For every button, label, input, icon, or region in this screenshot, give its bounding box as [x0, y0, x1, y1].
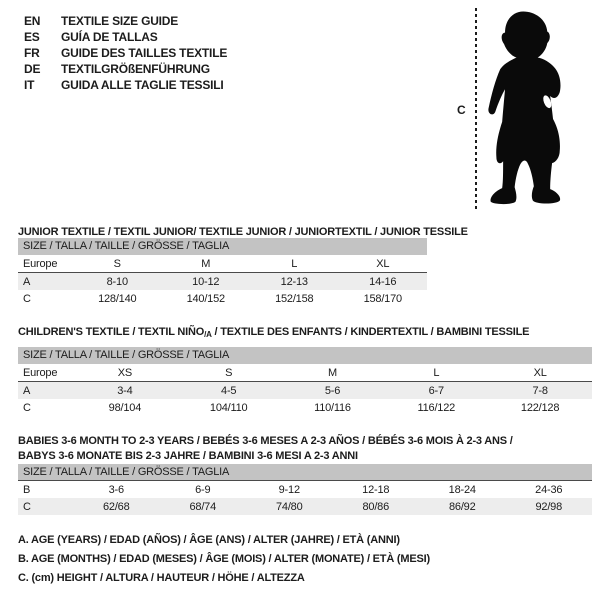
- legend-line-b: B. AGE (MONTHS) / EDAD (MESES) / ÂGE (MOIS) / ALTER (MONATE) / ETÀ (MESI): [18, 553, 430, 565]
- lang-title: GUIDA ALLE TAGLIE TESSILI: [61, 78, 224, 92]
- language-title-list: [24, 13, 227, 93]
- babies-table-title: [18, 434, 513, 464]
- table-row: [18, 290, 427, 307]
- size-cell: XL: [488, 364, 592, 382]
- value-cell: 110/116: [314, 401, 351, 414]
- value-cell: 10-12: [192, 275, 220, 288]
- lang-code: DE: [24, 62, 41, 76]
- value-cell: 104/110: [209, 401, 248, 414]
- value-cell: 14-16: [369, 275, 397, 288]
- value-cell: 12-13: [280, 275, 308, 288]
- lang-row-fr: [24, 45, 227, 61]
- value-cell: 86/92: [448, 500, 476, 513]
- row-label: A: [23, 384, 31, 397]
- value-cell: 6-9: [195, 483, 211, 496]
- value-cell: 74/80: [275, 500, 303, 513]
- legend-line-a: A. AGE (YEARS) / EDAD (AÑOS) / ÂGE (ANS) / ALTER (JAHRE) / ETÀ (ANNI): [18, 534, 400, 546]
- value-cell: 7-8: [532, 384, 548, 397]
- lang-row-it: [24, 77, 227, 93]
- children-size-table: [18, 347, 592, 416]
- size-cell: XS: [73, 364, 177, 382]
- size-cell: M: [281, 364, 385, 382]
- baby-height-figure: [440, 0, 600, 220]
- value-cell: 3-6: [108, 483, 124, 496]
- value-cell: 4-5: [221, 384, 237, 397]
- row-label: C: [23, 292, 31, 305]
- size-header-bar: SIZE / TALLA / TAILLE / GRÖSSE / TAGLIA: [18, 464, 592, 481]
- lang-title: GUIDE DES TAILLES TEXTILE: [61, 46, 228, 60]
- lang-row-de: [24, 61, 227, 77]
- children-table-title: [18, 325, 529, 342]
- junior-table-title-text: JUNIOR TEXTILE / TEXTIL JUNIOR/ TEXTILE JUNIOR / JUNIORTEXTIL / JUNIOR TESSILE: [18, 226, 468, 239]
- lang-title: GUÍA DE TALLAS: [61, 30, 158, 44]
- size-cell: M: [162, 255, 251, 273]
- size-header-bar: SIZE / TALLA / TAILLE / GRÖSSE / TAGLIA: [18, 347, 592, 364]
- size-cell: L: [250, 255, 339, 273]
- value-cell: 68/74: [189, 500, 217, 513]
- row-label: C: [23, 401, 31, 414]
- row-label: C: [23, 500, 31, 513]
- value-cell: 12-18: [362, 483, 390, 496]
- babies-size-table: [18, 464, 592, 515]
- lang-code: ES: [24, 30, 40, 44]
- value-cell: 62/68: [102, 500, 130, 513]
- lang-title: TEXTILGRÖßENFÜHRUNG: [61, 62, 210, 76]
- children-title-sub: /A: [204, 330, 212, 340]
- lang-code: EN: [24, 14, 41, 28]
- table-row: [18, 273, 427, 291]
- height-c-label: C: [457, 103, 466, 117]
- value-cell: 6-7: [428, 384, 444, 397]
- junior-size-table: [18, 238, 427, 307]
- height-measure-dashed-line: [475, 8, 477, 210]
- size-cell: XL: [339, 255, 428, 273]
- table-row: [18, 255, 427, 273]
- value-cell: 152/158: [275, 292, 314, 305]
- table-row: [18, 382, 592, 400]
- size-cell: S: [177, 364, 281, 382]
- value-cell: 116/122: [417, 401, 456, 414]
- value-cell: 140/152: [186, 292, 225, 305]
- value-cell: 92/98: [535, 500, 563, 513]
- measurement-legend: [18, 531, 430, 588]
- row-label: Europe: [18, 255, 73, 273]
- value-cell: 3-4: [117, 384, 133, 397]
- table-row: [18, 481, 592, 498]
- size-header-bar: SIZE / TALLA / TAILLE / GRÖSSE / TAGLIA: [18, 238, 427, 255]
- baby-silhouette-icon: [482, 6, 578, 208]
- value-cell: 9-12: [278, 483, 300, 496]
- lang-row-en: [24, 13, 227, 29]
- children-title-prefix: CHILDREN'S TEXTILE / TEXTIL NIÑO: [18, 326, 205, 339]
- size-cell: L: [384, 364, 488, 382]
- table-row: [18, 364, 592, 382]
- legend-line-c: C. (cm) HEIGHT / ALTURA / HAUTEUR / HÖHE / ALTEZZA: [18, 572, 305, 584]
- row-label: A: [23, 275, 31, 288]
- value-cell: 128/140: [98, 292, 137, 305]
- row-label: B: [23, 483, 31, 496]
- table-row: [18, 399, 592, 416]
- row-label: Europe: [18, 364, 73, 382]
- value-cell: 158/170: [363, 292, 402, 305]
- value-cell: 18-24: [448, 483, 476, 496]
- value-cell: 5-6: [324, 384, 341, 397]
- size-cell: S: [73, 255, 162, 273]
- value-cell: 8-10: [106, 275, 128, 288]
- lang-code: FR: [24, 46, 40, 60]
- value-cell: 98/104: [108, 401, 142, 414]
- lang-title: TEXTILE SIZE GUIDE: [61, 14, 179, 28]
- babies-title-line2: BABYS 3-6 MONATE BIS 2-3 JAHRE / BAMBINI 3-6 MESI A 2-3 ANNI: [18, 450, 358, 463]
- value-cell: 24-36: [535, 483, 563, 496]
- value-cell: 122/128: [520, 401, 560, 414]
- lang-row-es: [24, 29, 227, 45]
- value-cell: 80/86: [362, 500, 390, 513]
- babies-title-line1: BABIES 3-6 MONTH TO 2-3 YEARS / BEBÉS 3-6 MESES A 2-3 AÑOS / BÉBÉS 3-6 MOIS À 2-3 ANS /: [18, 435, 513, 448]
- table-row: [18, 498, 592, 515]
- lang-code: IT: [24, 78, 35, 92]
- children-title-suffix: / TEXTILE DES ENFANTS / KINDERTEXTIL / BAMBINI TESSILE: [211, 326, 530, 339]
